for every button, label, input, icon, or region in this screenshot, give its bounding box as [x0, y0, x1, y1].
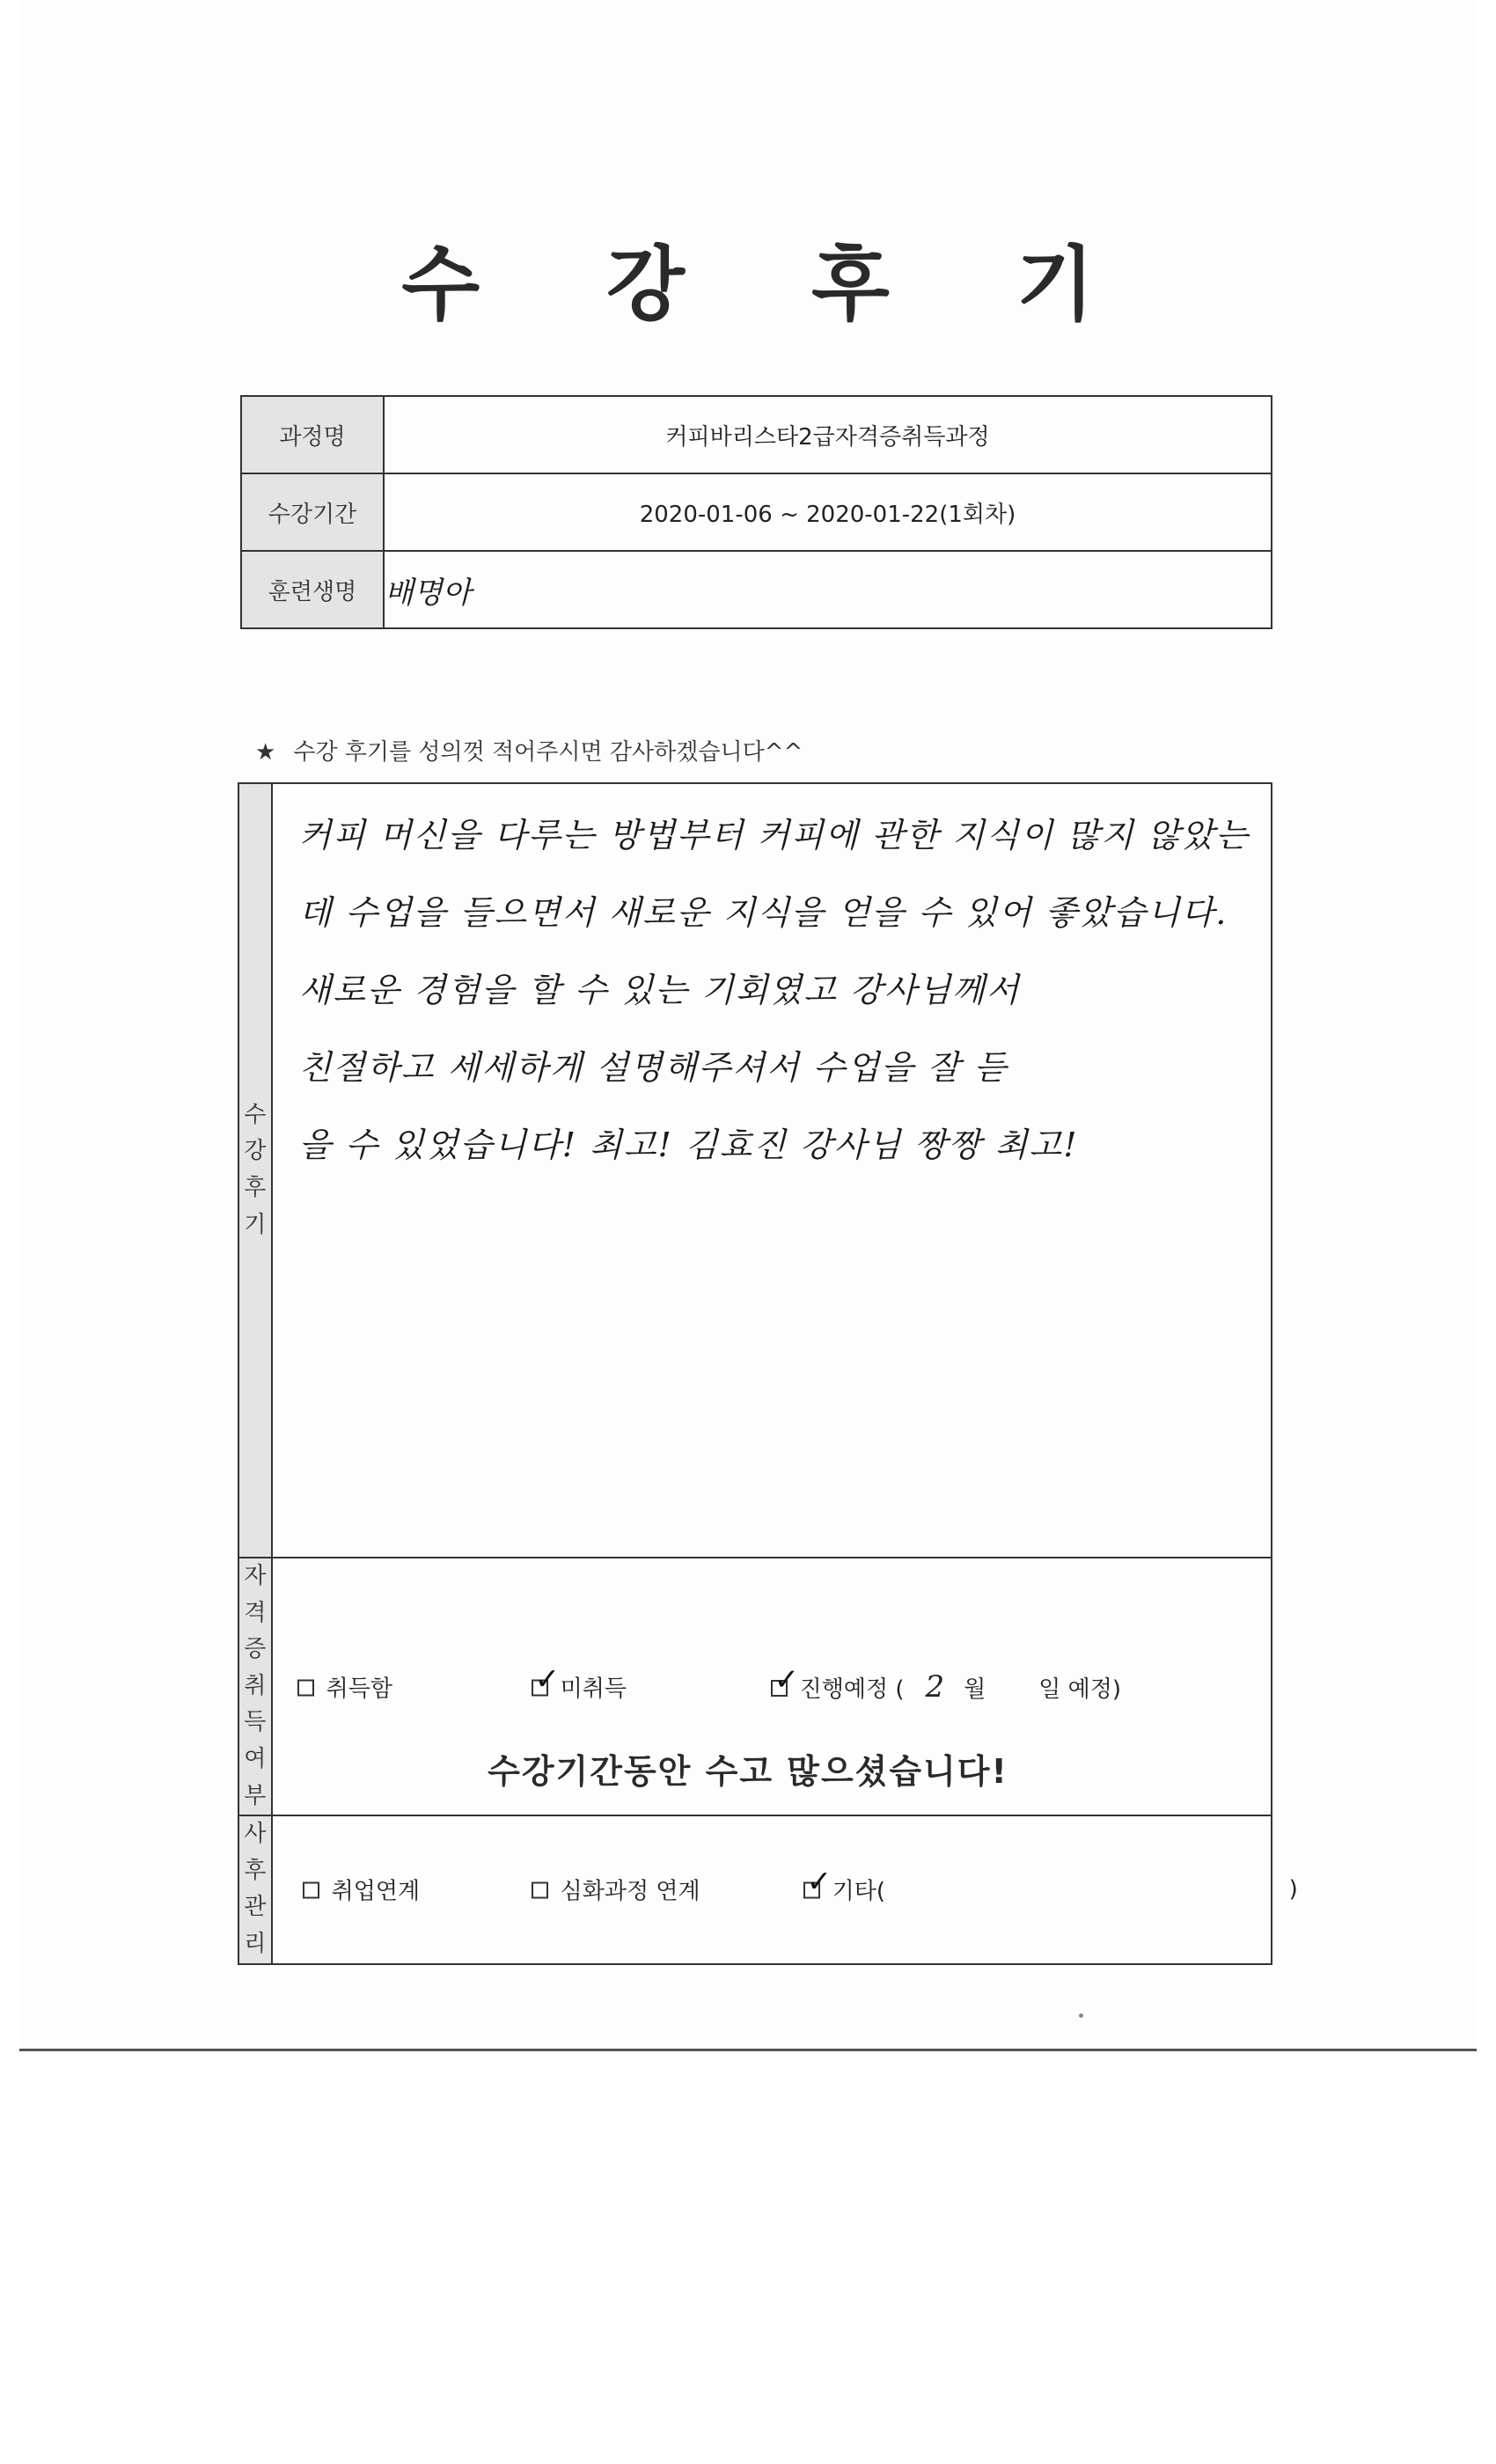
option-other-label: 기타(	[832, 1878, 886, 1905]
option-scheduled[interactable]	[771, 1669, 1121, 1705]
period-row	[241, 473, 1272, 551]
course-value: 커피바리스타2급자격증취득과정	[384, 396, 1272, 473]
course-info-table	[240, 395, 1272, 629]
review-row	[238, 783, 1272, 1558]
aftercare-row	[238, 1815, 1272, 1963]
review-line: 커피 머신을 다루는 방법부터 커피에 관한 지식이 많지 않았는	[298, 816, 1250, 854]
scheduled-month-handwritten: 2	[925, 1668, 945, 1705]
option-advanced-label: 심화과정 연계	[560, 1878, 700, 1905]
option-employment[interactable]	[303, 1874, 420, 1906]
checkbox-not-acquired-checked[interactable]	[532, 1679, 548, 1696]
review-line: 데 수업을 들으면서 새로운 지식을 얻을 수 있어 좋았습니다.	[298, 893, 1228, 932]
option-advanced[interactable]	[532, 1874, 700, 1906]
scan-speck	[1079, 2013, 1083, 2018]
checkbox-employment[interactable]	[303, 1882, 319, 1899]
checkbox-advanced[interactable]	[532, 1882, 548, 1899]
period-label: 수강기간	[241, 473, 384, 551]
aftercare-label: 사후관리	[238, 1815, 272, 1963]
review-label: 수강후기	[238, 783, 272, 1558]
option-acquired-label: 취득함	[326, 1676, 393, 1703]
option-other-close: )	[1288, 1876, 1298, 1903]
option-employment-label: 취업연계	[331, 1878, 421, 1905]
checkbox-scheduled-checked[interactable]	[771, 1680, 788, 1697]
certification-label-line2: 취득여부	[244, 1672, 267, 1809]
day-suffix: 일 예정)	[1038, 1676, 1122, 1703]
trainee-row	[241, 551, 1272, 628]
review-text-area	[272, 783, 1272, 1558]
star-icon: ★	[255, 739, 276, 766]
month-unit: 월	[964, 1676, 986, 1703]
trainee-name-handwritten: 배명아	[384, 551, 1272, 628]
checkbox-other-checked[interactable]	[803, 1882, 820, 1899]
option-scheduled-label: 진행예정 (	[799, 1676, 905, 1703]
review-line: 새로운 경험을 할 수 있는 기회였고 강사님께서	[298, 971, 1021, 1009]
option-acquired[interactable]	[297, 1670, 392, 1703]
notice	[255, 734, 803, 766]
option-other[interactable]	[803, 1874, 885, 1906]
notice-text: 수강 후기를 성의껏 적어주시면 감사하겠습니다^^	[293, 739, 803, 766]
certification-label-line1: 자격증	[244, 1563, 267, 1663]
option-not-acquired-label: 미취득	[560, 1676, 627, 1703]
handwritten-review	[273, 784, 1271, 1184]
option-not-acquired[interactable]	[532, 1670, 627, 1703]
review-line: 친절하고 세세하게 설명해주셔서 수업을 잘 듣	[298, 1048, 1008, 1087]
period-value: 2020-01-06 ~ 2020-01-22(1회차)	[384, 473, 1272, 551]
course-row	[241, 396, 1272, 473]
checkbox-acquired[interactable]	[297, 1679, 314, 1696]
footer-message: 수강기간동안 수고 많으셨습니다!	[488, 1752, 1008, 1791]
page-title: 수 강 후 기	[401, 238, 1144, 332]
aftercare-options	[272, 1815, 1298, 1963]
trainee-label: 훈련생명	[241, 551, 384, 628]
review-line: 을 수 있었습니다! 최고! 김효진 강사님 짱짱 최고!	[298, 1126, 1079, 1164]
course-label: 과정명	[241, 396, 384, 473]
